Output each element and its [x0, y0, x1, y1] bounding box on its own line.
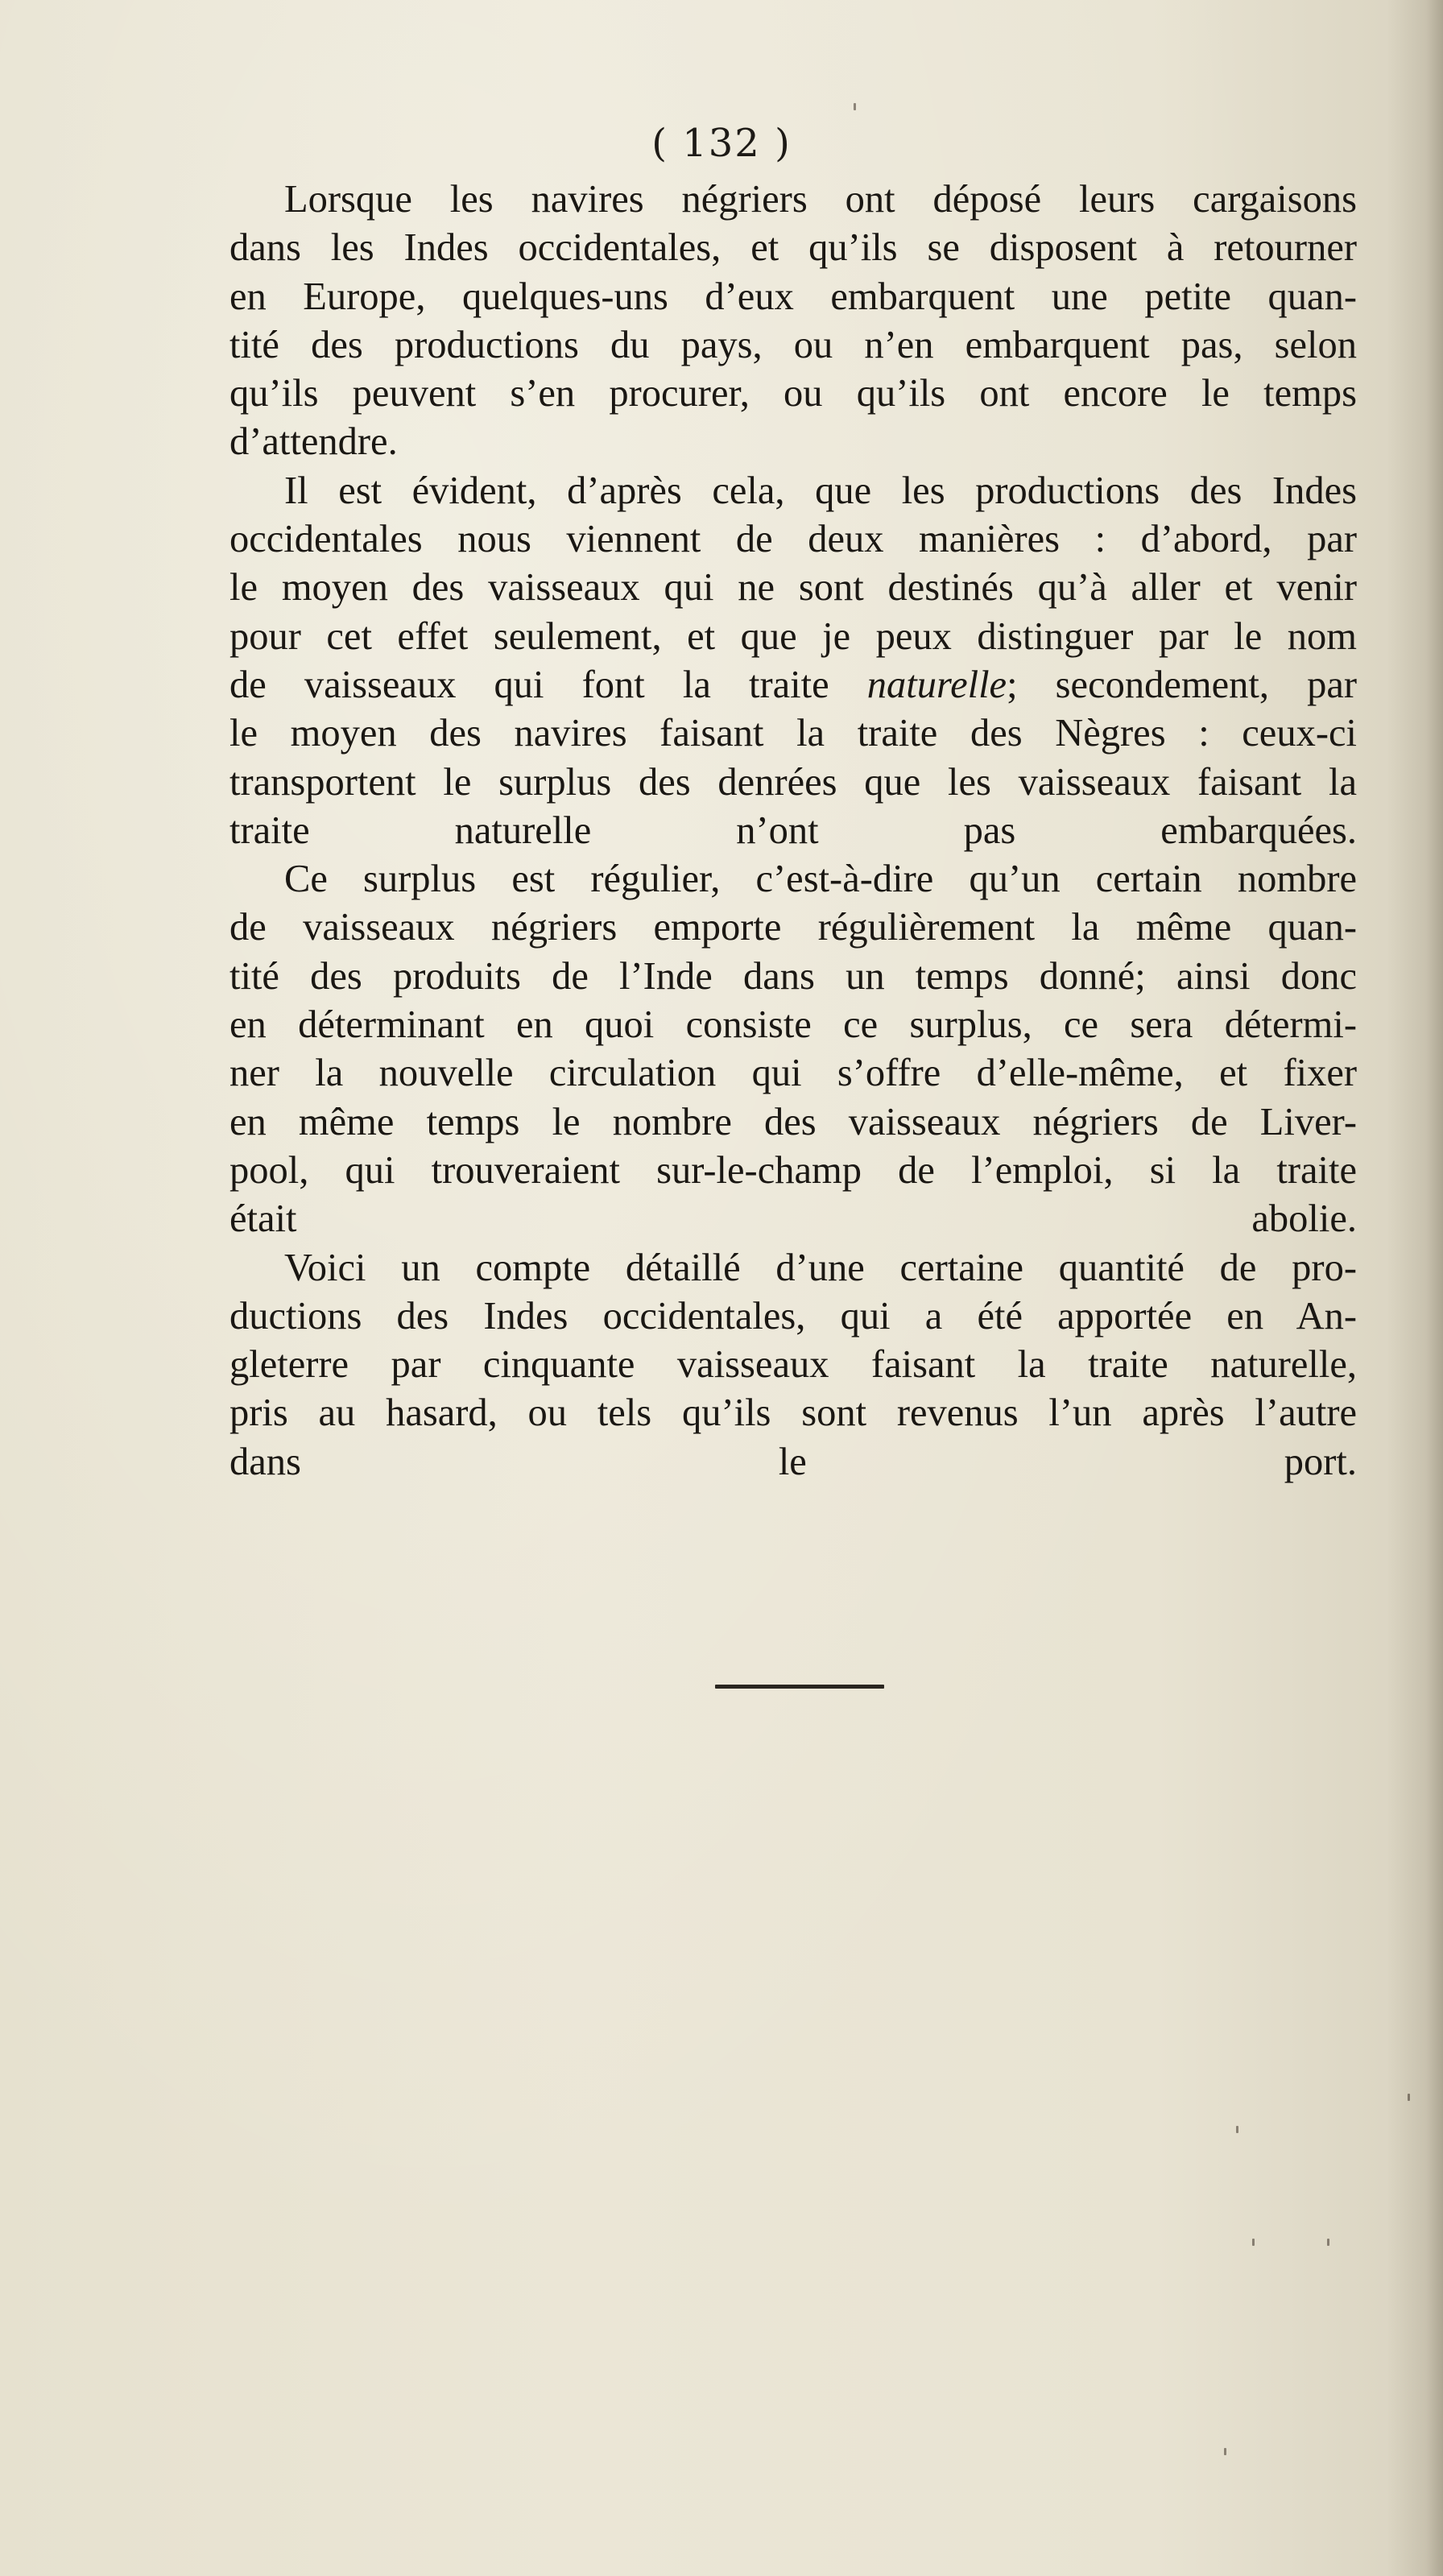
text-line: en même temps le nombre des vaisseaux négriers de Liver- [229, 1100, 1357, 1143]
body-text [229, 176, 1357, 1486]
text-line: en déterminant en quoi consiste ce surplus, ce sera détermi- [229, 1003, 1357, 1047]
text-line: pool, qui trouveraient sur-le-champ de l’emploi, si la traite [229, 1148, 1357, 1192]
text-line: le moyen des vaisseaux qui ne sont destinés qu’à aller et venir [229, 566, 1357, 610]
text-segment: ; secondement, par [1007, 663, 1358, 706]
paper-speck [1408, 2094, 1410, 2101]
paragraph-3 [229, 855, 1357, 1243]
paragraph-1 [229, 176, 1357, 467]
page-edge-shadow [1387, 0, 1443, 2576]
text-line: pour cet effet seulement, et que je peux distinguer par le nom [229, 614, 1357, 658]
text-line: pris au hasard, ou tels qu’ils sont revenus l’un après l’autre [229, 1391, 1357, 1435]
text-line: qu’ils peuvent s’en procurer, ou qu’ils ont encore le temps [229, 372, 1357, 416]
text-line: de vaisseaux négriers emporte régulièrement la même quan- [229, 906, 1357, 949]
text-line: Voici un compte détaillé d’une certaine quantité de pro- [284, 1246, 1357, 1289]
paragraph-4 [229, 1244, 1357, 1486]
paper-speck [1327, 2239, 1329, 2246]
section-rule [715, 1685, 884, 1689]
text-line: dans le port. [229, 1440, 1357, 1483]
text-line: tité des productions du pays, ou n’en embarquent pas, selon [229, 323, 1357, 366]
text-line: Ce surplus est régulier, c’est-à-dire qu’un certain nombre [284, 858, 1357, 901]
paper-speck [1236, 2126, 1238, 2133]
text-line: Il est évident, d’après cela, que les productions des Indes [284, 469, 1357, 512]
text-line: le moyen des navires faisant la traite des Nègres : ceux-ci [229, 712, 1357, 755]
text-line: tité des produits de l’Inde dans un temps donné; ainsi donc [229, 954, 1357, 998]
paragraph-2 [229, 467, 1357, 855]
text-line: traite naturelle n’ont pas embarquées. [229, 808, 1357, 852]
text-line: dans les Indes occidentales, et qu’ils se disposent à retourner [229, 226, 1357, 270]
text-line: était abolie. [229, 1197, 1357, 1241]
italic-term: naturelle [866, 663, 1007, 706]
text-line: transportent le surplus des denrées que les vaisseaux faisant la [229, 760, 1357, 804]
text-line: en Europe, quelques-uns d’eux embarquent une petite quan- [229, 275, 1357, 318]
paper-speck [854, 103, 856, 110]
text-line: Lorsque les navires négriers ont déposé leurs cargaisons [284, 178, 1357, 221]
page-number: ( 132 ) [651, 121, 792, 166]
text-line: ductions des Indes occidentales, qui a été apportée en An- [229, 1294, 1357, 1338]
text-segment: de vaisseaux qui font la traite [229, 663, 829, 706]
text-line-mixed [229, 661, 1357, 709]
text-line: gleterre par cinquante vaisseaux faisant la traite naturelle, [229, 1343, 1357, 1387]
text-line: ner la nouvelle circulation qui s’offre d’elle-même, et fixer [229, 1052, 1357, 1095]
paper-speck [1224, 2448, 1226, 2455]
text-line: occidentales nous viennent de deux manières : d’abord, par [229, 518, 1357, 561]
paper-speck [1252, 2239, 1255, 2246]
text-line: d’attendre. [229, 420, 398, 464]
